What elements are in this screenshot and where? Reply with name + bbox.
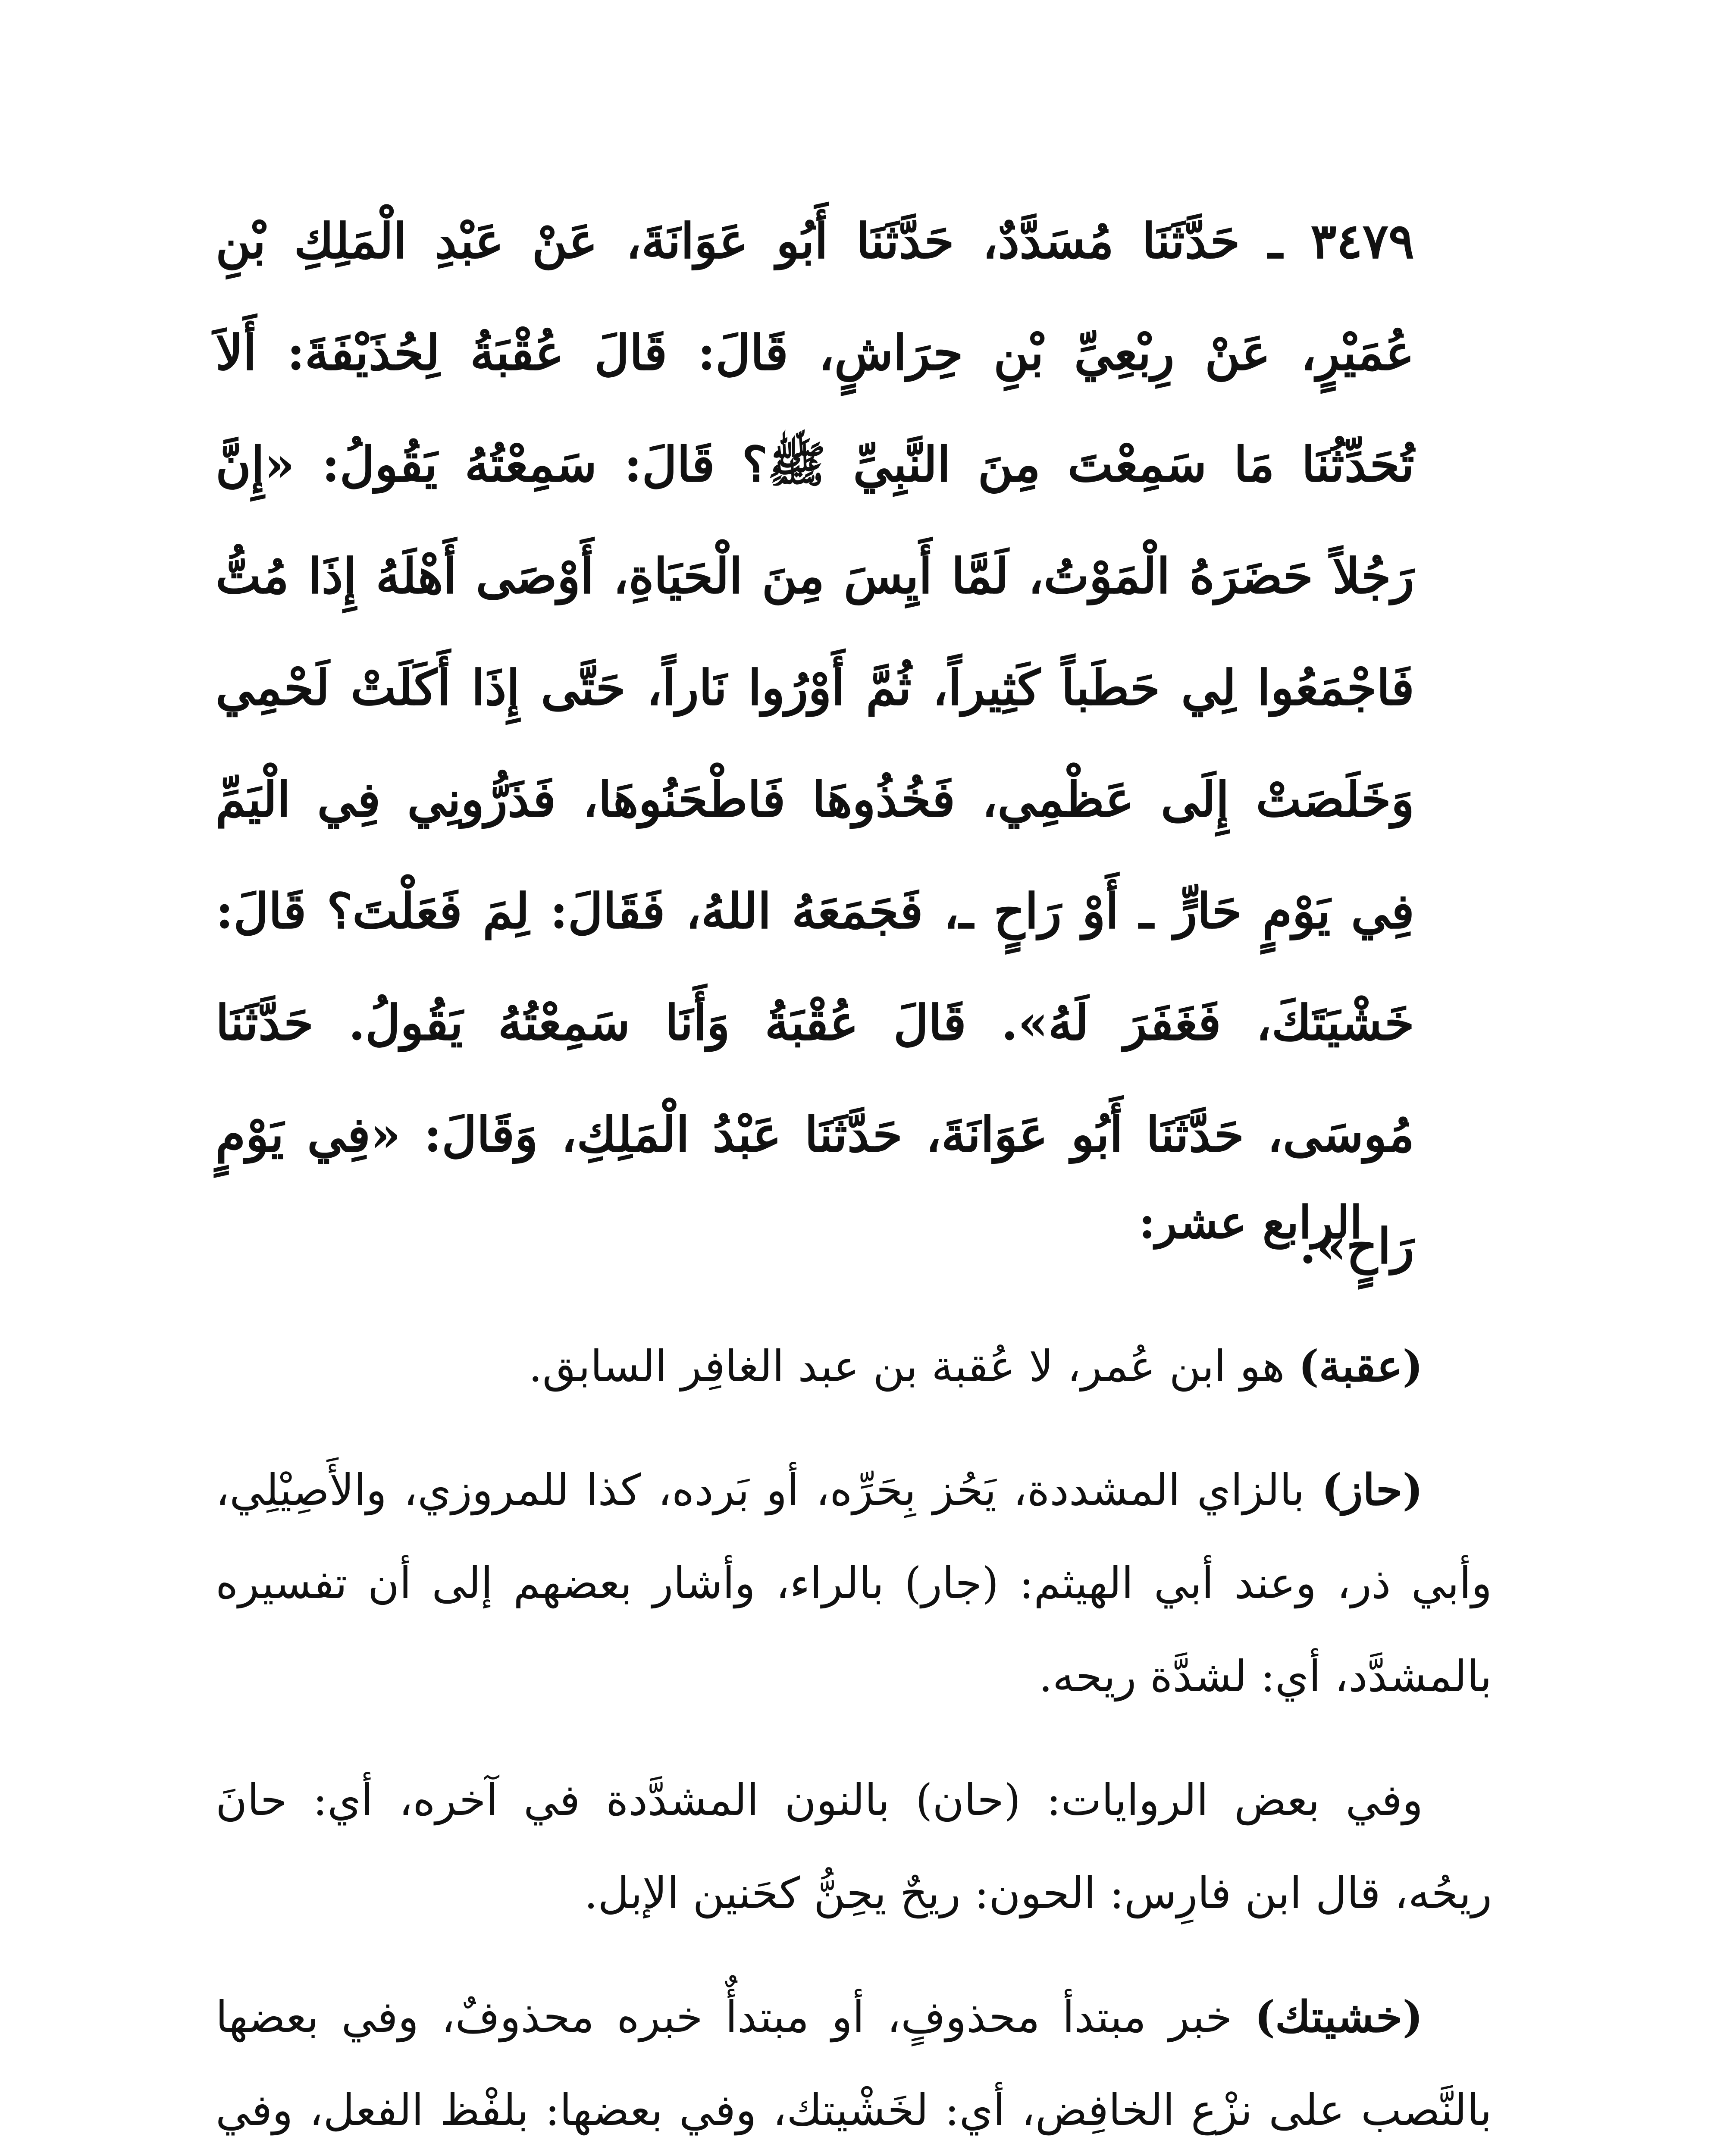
commentary-paragraph [216,1443,1492,1723]
commentary-paragraph [216,1970,1492,2156]
commentary-paragraph [216,1753,1492,1940]
commentary-text: هو ابن عُمر، لا عُقبة بن عبد الغافِر السابق. [528,1341,1299,1391]
hadith-number: ٣٤٧٩ [1310,213,1414,270]
commentary-term: (خشيتك) [1254,1991,1423,2042]
commentary-term: (حاز) [1321,1464,1423,1515]
hadith-text: ـ حَدَّثَنَا مُسَدَّدٌ، حَدَّثَنَا أَبُو عَوَانَةَ، عَنْ عَبْدِ الْمَلِكِ بْنِ عُمَيْرٍ، عَنْ رِبْعِيِّ بْنِ حِرَاشٍ، قَالَ: قَالَ عُقْبَةُ لِحُذَيْفَةَ: أَلاَ تُحَدِّثُنَا مَا سَمِعْتَ مِنَ النَّبِيِّ ﷺ؟ قَالَ: سَمِعْتُهُ يَقُولُ: «إِنَّ رَجُلاً حَضَرَهُ الْمَوْتُ، لَمَّا أَيِسَ مِنَ الْحَيَاةِ، أَوْصَى أَهْلَهُ إِذَا مُتُّ فَاجْمَعُوا لِي حَطَباً كَثِيراً، ثُمَّ أَوْرُوا نَاراً، حَتَّى إِذَا أَكَلَتْ لَحْمِي وَخَلَصَتْ إِلَى عَظْمِي، فَخُذُوهَا فَاطْحَنُوهَا، فَذَرُّونِي فِي الْيَمِّ فِي يَوْمٍ حَارٍّ ـ أَوْ رَاحٍ ـ، فَجَمَعَهُ اللهُ، فَقَالَ: لِمَ فَعَلْتَ؟ قَالَ: خَشْيَتَكَ، فَغَفَرَ لَهُ». قَالَ عُقْبَةُ وَأَنَا سَمِعْتُهُ يَقُولُ. حَدَّثَنَا مُوسَى، حَدَّثَنَا أَبُو عَوَانَةَ، حَدَّثَنَا عَبْدُ الْمَلِكِ، وَقَالَ: «فِي يَوْمٍ رَاحٍ». [216,213,1415,1275]
commentary [216,1319,1492,2156]
hadith-paragraph [216,185,1414,1302]
commentary-term: (عقبة) [1298,1341,1423,1391]
commentary-paragraph [216,1319,1492,1413]
section-heading: الرابع عشر: [1139,1196,1362,1249]
commentary-text: خبر مبتدأ محذوفٍ، أو مبتدأٌ خبره محذوفٌ، وفي بعضها بالنَّصب على نزْع الخافِض، أي: لخَشْيتك، وفي بعضها: بلفْظ الفعل، وفي [216,1992,1492,2135]
commentary-text: وفي بعض الروايات: (حان) بالنون المشدَّدة في آخره، أي: حانَ ريحُه، قال ابن فارِس: الحون: ريحٌ يحِنُّ كحَنين الإبل. [216,1775,1492,1918]
commentary-text: بالزاي المشددة، يَحُز بِحَرِّه، أو بَرده، كذا للمروزي، والأَصِيْلِي، وأبي ذر، وعند أبي الهيثم: (جار) بالراء، وأشار بعضهم إلى أن تفسيره بالمشدَّد، أي: لشدَّة ريحه. [216,1465,1492,1702]
